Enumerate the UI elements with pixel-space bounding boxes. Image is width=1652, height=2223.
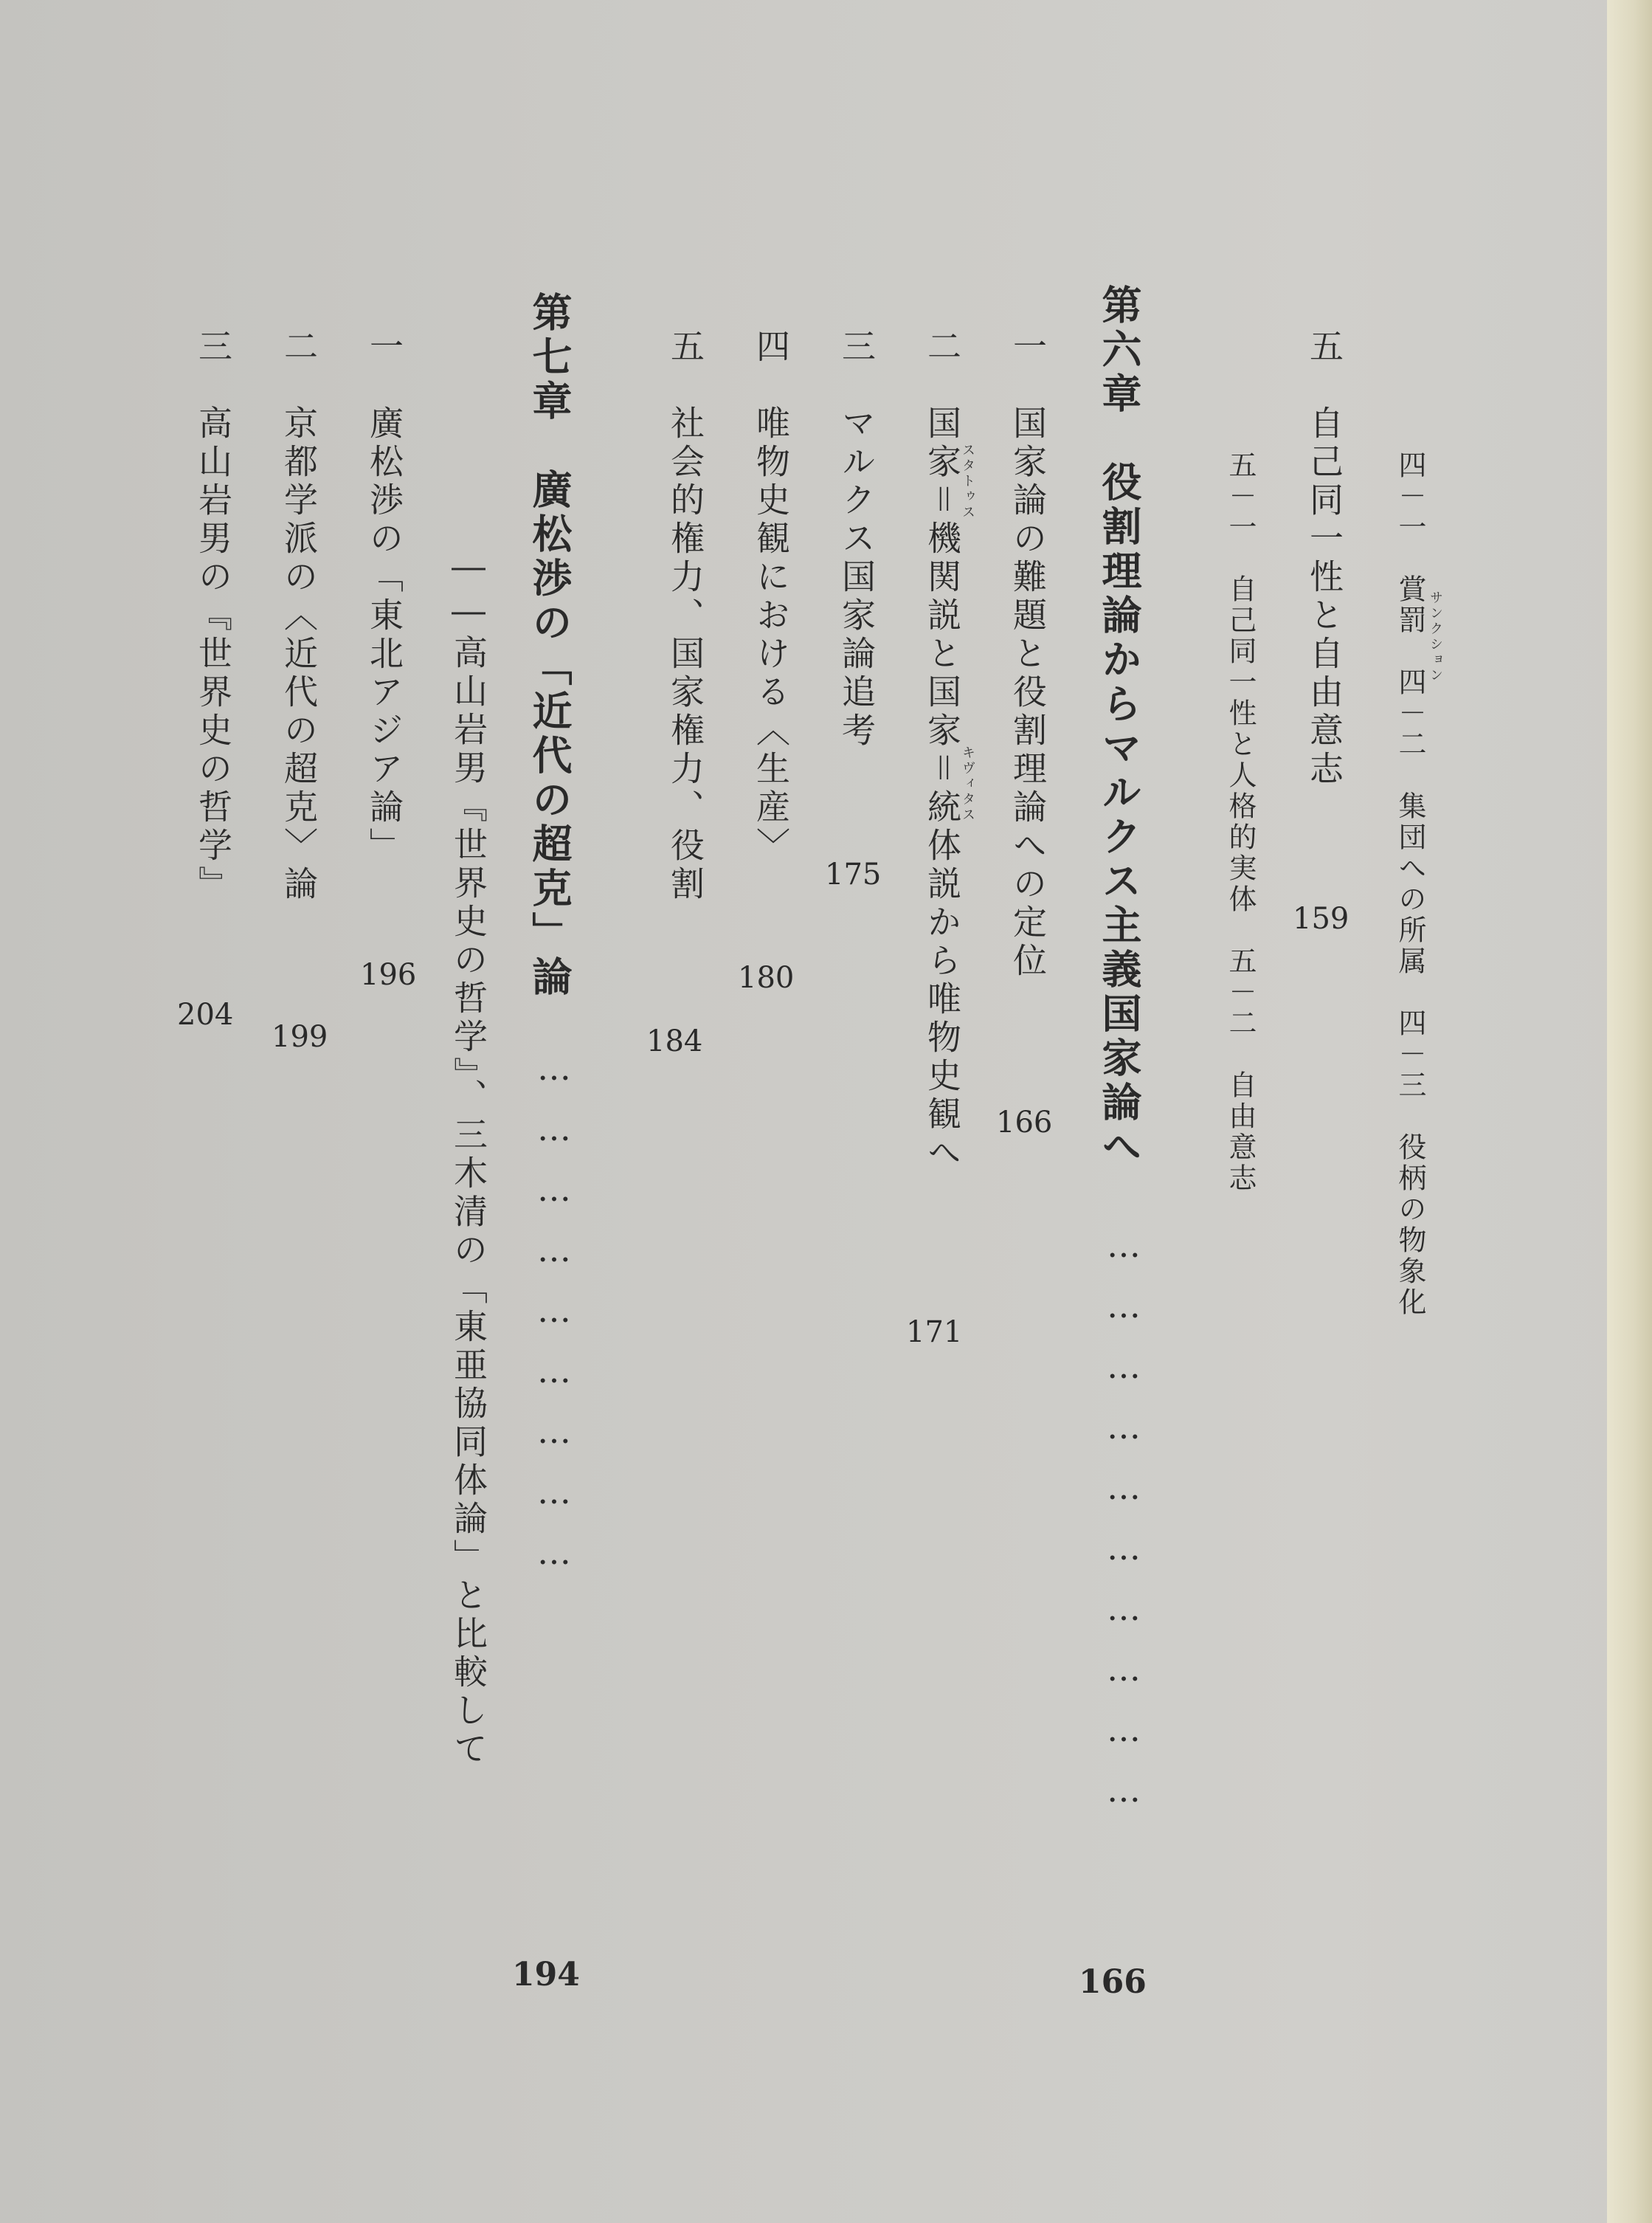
toc-6-5: 五 社会的権力、国家権力、役割 <box>666 328 705 904</box>
toc-6-1: 一 国家論の難題と役割理論への定位 <box>1008 328 1048 981</box>
page-number-6-1: 166 <box>996 1106 1053 1140</box>
page-edge <box>1607 0 1652 2223</box>
toc-line-5-sub: 五－一 自己同一性と人格的実体 五－二 自由意志 <box>1224 450 1257 1194</box>
toc-6-4: 四 唯物史観における〈生産〉 <box>751 328 791 866</box>
page-number-7-2: 199 <box>272 1020 328 1054</box>
toc-section-5: 五 自己同一性と自由意志 <box>1304 328 1344 789</box>
toc-7-1: 一 廣松渉の「東北アジア論」 <box>364 328 404 866</box>
toc-line-4-1: 四－一 賞罰 四－二 集団への所属 四－三 役柄の物象化 <box>1394 450 1426 1318</box>
page-number-6-4: 180 <box>738 961 795 995</box>
page-number-6-2: 171 <box>906 1315 963 1349</box>
ruby-civitas: キヴィタス <box>960 745 975 823</box>
chapter-6-title: 第六章 役割理論からマルクス主義国家論へ <box>1096 284 1143 1170</box>
chapter-6-page: 166 <box>1079 1963 1147 2001</box>
page-number-5: 159 <box>1293 902 1349 936</box>
ruby-status: スタトゥス <box>960 443 975 520</box>
page-number-6-5: 184 <box>646 1024 703 1058</box>
toc-6-2: 二 国家＝機関説と国家＝統体説から唯物史観へ <box>922 328 962 1173</box>
page-number-6-3: 175 <box>825 858 882 892</box>
toc-6-3: 三 マルクス国家論追考 <box>837 328 877 751</box>
chapter-7-page: 194 <box>512 1956 580 1993</box>
toc-7-2: 二 京都学派の〈近代の超克〉論 <box>279 328 319 904</box>
chapter-6-dots: ………………………… <box>1104 1225 1144 1830</box>
ruby-sanction: サンクション <box>1428 590 1443 683</box>
chapter-7-title: 第七章 廣松渉の「近代の超克」論 <box>526 292 573 1000</box>
chapter-7-subtitle: ――高山岩男『世界史の哲学』、三木清の「東亜協同体論」と比較して <box>449 546 488 1769</box>
toc-7-3: 三 高山岩男の『世界史の哲学』 <box>193 328 233 904</box>
chapter-7-dots: ……………………… <box>534 1048 574 1593</box>
page-number-7-3: 204 <box>177 998 234 1032</box>
page-number-7-1: 196 <box>360 958 417 992</box>
